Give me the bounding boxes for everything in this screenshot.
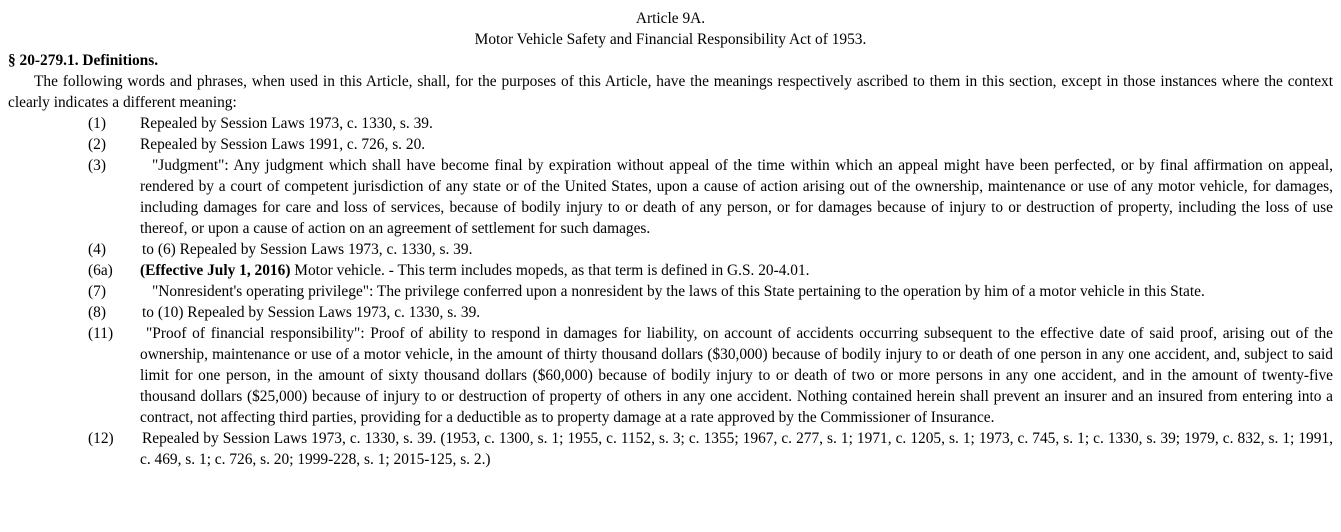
item-number: (8)	[88, 304, 106, 321]
item-text: "Proof of financial responsibility": Proof of ability to respond in damages for liability, on account of accidents occurring subsequent to the effective date of said proof, arising out of the ownership, maintenance or use of a motor vehicle, in the amount of thirty thousand dollars ($30,000) because of bodily injury to or death of one person in any one accident, and, subject to said limit for one person, in the amount of sixty thousand dollars ($60,000) because of bodily injury to or death of two or more persons in any one accident, and in the amount of twenty-five thousand dollars ($25,000) because of injury to or destruction of property of others in any one accident. Nothing contained herein shall prevent an insurer and an insured from entering into a contract, not affecting third parties, providing for a deductible as to property damage at a rate approved by the Commissioner of Insurance.	[140, 325, 1333, 426]
definition-item-8	[8, 302, 1333, 323]
item-text	[140, 260, 1333, 281]
definition-item-1	[8, 113, 1333, 134]
definition-item-2	[8, 134, 1333, 155]
item-number: (1)	[88, 115, 106, 132]
item-number: (12)	[88, 430, 114, 447]
item-number: (2)	[88, 136, 106, 153]
definition-item-3	[8, 155, 1333, 239]
item-text: Repealed by Session Laws 1991, c. 726, s. 20.	[140, 136, 426, 153]
item-number: (11)	[88, 325, 114, 342]
definition-item-11	[8, 323, 1333, 428]
effective-date-label: (Effective July 1, 2016)	[140, 262, 291, 279]
item-text: to (10) Repealed by Session Laws 1973, c. 1330, s. 39.	[142, 304, 481, 321]
definition-item-6a	[8, 260, 1333, 281]
definition-item-7	[8, 281, 1333, 302]
section-heading: § 20-279.1. Definitions.	[8, 52, 159, 69]
item-text: "Nonresident's operating privilege": The privilege conferred upon a nonresident by the laws of this State pertaining to the operation by him of a motor vehicle in this State.	[152, 283, 1205, 300]
item-number: (7)	[88, 283, 106, 300]
article-subtitle: Motor Vehicle Safety and Financial Responsibility Act of 1953.	[474, 31, 867, 48]
item-number: (6a)	[88, 262, 113, 279]
item-number: (4)	[88, 241, 106, 258]
item-text-rest: Motor vehicle. - This term includes mopeds, as that term is defined in G.S. 20-4.01.	[290, 262, 810, 279]
item-text: Repealed by Session Laws 1973, c. 1330, s. 39.	[140, 115, 433, 132]
article-title: Article 9A.	[635, 10, 706, 27]
section-intro: The following words and phrases, when used in this Article, shall, for the purposes of this Article, have the meanings respectively ascribed to them in this section, except in those instances where the context clearly indicates a different meaning:	[8, 73, 1333, 111]
item-text: "Judgment": Any judgment which shall have become final by expiration without appeal of the time within which an appeal might have been perfected, or by final affirmation on appeal, rendered by a court of competent jurisdiction of any state or of the United States, upon a cause of action arising out of the ownership, maintenance or use of any motor vehicle, for damages, including damages for care and loss of services, because of bodily injury to or death of any person, or for damages because of injury to or destruction of property, including the loss of use thereof, or upon a cause of action on an agreement of settlement for such damages.	[140, 157, 1333, 237]
item-text: to (6) Repealed by Session Laws 1973, c. 1330, s. 39.	[142, 241, 473, 258]
item-number: (3)	[88, 157, 106, 174]
definition-item-4	[8, 239, 1333, 260]
definition-item-12	[8, 428, 1333, 470]
item-text: Repealed by Session Laws 1973, c. 1330, s. 39. (1953, c. 1300, s. 1; 1955, c. 1152, s. 3; c. 1355; 1967, c. 277, s. 1; 1971, c. 1205, s. 1; 1973, c. 745, s. 1; c. 1330, s. 39; 1979, c. 832, s. 1; 1991, c. 469, s. 1; c. 726, s. 20; 1999-228, s. 1; 2015-125, s. 2.)	[140, 430, 1333, 468]
